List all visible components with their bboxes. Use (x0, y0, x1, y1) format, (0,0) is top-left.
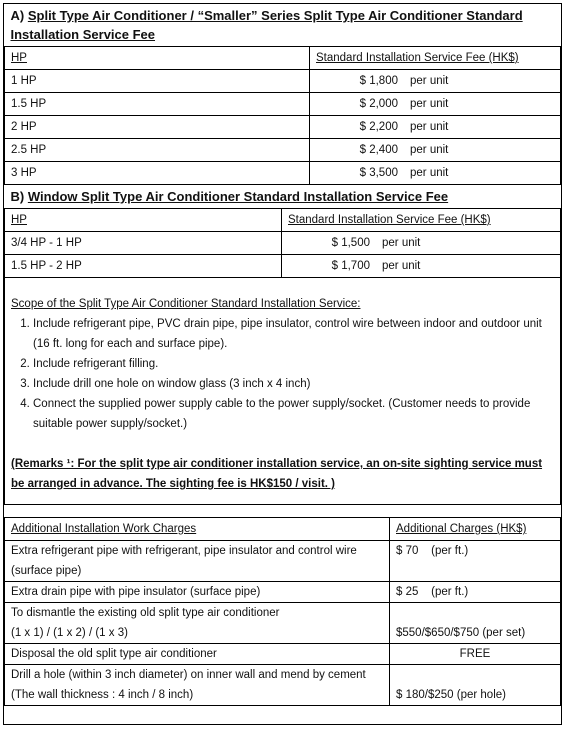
scope-section (4, 278, 561, 505)
charge-cell: $ 70 (per ft.) (390, 541, 561, 582)
hp-cell: 1.5 HP - 2 HP (5, 255, 282, 278)
work-line: (1 x 1) / (1 x 2) / (1 x 3) (11, 627, 128, 639)
fee-unit: per unit (410, 98, 449, 110)
additional-charges-table (4, 517, 561, 706)
fee-unit: per unit (410, 75, 449, 87)
hp-cell: 1.5 HP (5, 93, 310, 116)
charge-cell: $ 180/$250 (per hole) (390, 665, 561, 706)
charge-cell: FREE (390, 644, 561, 665)
fee-unit: per unit (410, 144, 449, 156)
table-row (5, 582, 561, 603)
additional-col-work: Additional Installation Work Charges (5, 518, 390, 541)
section-b-label: B) (10, 189, 25, 204)
fee-cell (310, 139, 561, 162)
fee-unit: per unit (410, 167, 449, 179)
fee-unit: per unit (382, 260, 421, 272)
work-cell: Extra refrigerant pipe with refrigerant, pipe insulator and control wire (surface pipe) (5, 541, 390, 582)
work-line: To dismantle the existing old split type air conditioner (11, 607, 280, 619)
section-b-col-fee: Standard Installation Service Fee (HK$) (282, 209, 561, 232)
table-row (5, 255, 561, 278)
remark-note: (Remarks ¹: For the split type air conditioner installation service, an on-site sighting service must be arranged in advance. The sighting fee is HK$150 / visit. ) (11, 458, 543, 490)
hp-cell: 2.5 HP (5, 139, 310, 162)
scope-title: Scope of the Split Type Air Conditioner Standard Installation Service: (11, 298, 361, 310)
fee-value: $ 1,500 (331, 237, 370, 249)
list-item: 4. Connect the supplied power supply cable to the power supply/socket. (Customer needs to provide suitable power supply/socket.) (33, 394, 554, 434)
section-a-col-hp: HP (5, 47, 310, 70)
table-row (5, 541, 561, 582)
work-cell: Extra drain pipe with pipe insulator (surface pipe) (5, 582, 390, 603)
fee-cell (310, 70, 561, 93)
section-b-col-hp: HP (5, 209, 282, 232)
fee-value: $ 1,800 (359, 75, 398, 87)
hp-cell: 2 HP (5, 116, 310, 139)
section-a-col-fee: Standard Installation Service Fee (HK$) (310, 47, 561, 70)
fee-value: $ 1,700 (331, 260, 370, 272)
list-item: 3. Include drill one hole on window glass (3 inch x 4 inch) (33, 374, 554, 394)
fee-cell (310, 93, 561, 116)
list-item: 2. Include refrigerant filling. (33, 354, 554, 374)
charge-cell: $550/$650/$750 (per set) (390, 603, 561, 644)
section-b-title-text: Window Split Type Air Conditioner Standard Installation Service Fee (27, 189, 449, 204)
hp-cell: 3 HP (5, 162, 310, 185)
work-cell: Drill a hole (within 3 inch diameter) on inner wall and mend by cement (The wall thickness : 4 inch / 8 inch) (5, 665, 390, 706)
fee-value: $ 2,000 (359, 98, 398, 110)
section-a-label: A) (10, 8, 25, 23)
fee-cell (310, 162, 561, 185)
hp-cell: 3/4 HP - 1 HP (5, 232, 282, 255)
table-row (5, 644, 561, 665)
fee-cell (310, 116, 561, 139)
document-page (3, 3, 562, 725)
additional-col-charge: Additional Charges (HK$) (390, 518, 561, 541)
section-b-title (5, 185, 561, 209)
table-row (5, 603, 561, 644)
section-b-table (4, 185, 561, 278)
table-row (5, 116, 561, 139)
work-cell: Disposal the old split type air conditioner (5, 644, 390, 665)
fee-cell (282, 255, 561, 278)
table-row (5, 70, 561, 93)
section-a-table (4, 4, 561, 185)
table-row (5, 232, 561, 255)
fee-unit: per unit (410, 121, 449, 133)
fee-value: $ 2,200 (359, 121, 398, 133)
fee-unit: per unit (382, 237, 421, 249)
table-row (5, 93, 561, 116)
work-cell (5, 603, 390, 644)
fee-cell (282, 232, 561, 255)
fee-value: $ 2,400 (359, 144, 398, 156)
hp-cell: 1 HP (5, 70, 310, 93)
fee-value: $ 3,500 (359, 167, 398, 179)
section-a-title-text: Split Type Air Conditioner / “Smaller” Series Split Type Air Conditioner Standard Installation Service Fee (10, 8, 523, 42)
table-row (5, 139, 561, 162)
table-row (5, 665, 561, 706)
charge-cell: $ 25 (per ft.) (390, 582, 561, 603)
section-a-title (5, 4, 561, 47)
scope-list (11, 314, 554, 434)
table-row (5, 162, 561, 185)
list-item: 1. Include refrigerant pipe, PVC drain pipe, pipe insulator, control wire between indoor and outdoor unit (16 ft. long for each and surface pipe). (33, 314, 554, 354)
